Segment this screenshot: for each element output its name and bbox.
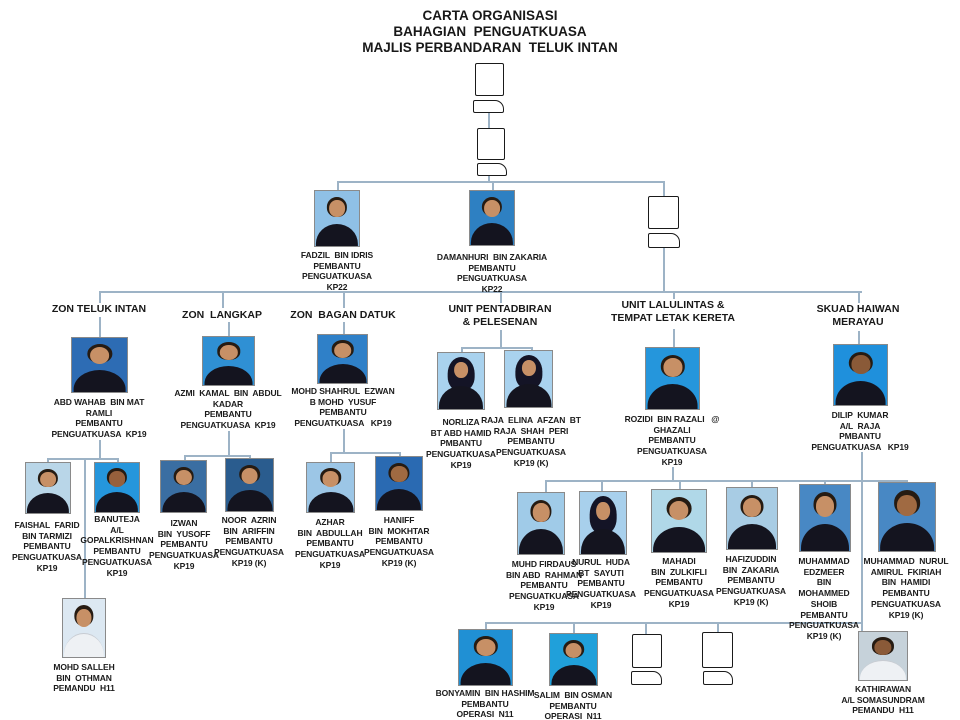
person-label-line: PEMBANTU	[204, 409, 252, 420]
person-label-line: GOPALKRISHNAN	[80, 535, 154, 546]
person-label-line: PEMBANTU	[319, 407, 367, 418]
person-label-line: ABD WAHAB BIN MAT	[53, 397, 145, 407]
zone-label-line: SKUAD HAIWAN	[816, 303, 900, 315]
person-label-line: PENGUATKUASA	[295, 549, 365, 560]
person-label-line: PENGUATKUASA	[12, 552, 82, 563]
photo-noor-azrin-bin-ariffin	[225, 458, 274, 512]
vacant-tag-3	[648, 233, 680, 248]
face-silhouette	[391, 466, 408, 482]
person-label-line: PEMBANTU	[549, 700, 597, 711]
person-label-line: PENGUATKUASA	[149, 550, 219, 561]
vacant-tag-2	[477, 163, 507, 176]
body-silhouette	[471, 223, 513, 246]
zone-label-line: ZON BAGAN DATUK	[290, 309, 396, 321]
person-label-line: PEMBANTU	[507, 436, 555, 447]
connector-line	[545, 480, 906, 482]
person-label-line: MOHD SHAHRUL EZWAN	[291, 386, 395, 396]
person-label-line: PENGUATKUASA KP19	[51, 429, 147, 440]
person-label-line: KP22	[481, 284, 503, 295]
person-label-line: PENGUATKUASA	[426, 449, 496, 460]
body-silhouette	[96, 492, 138, 513]
person-label-line: RAJA SHAH PERI	[493, 425, 569, 436]
person-label-line: GHAZALI	[653, 424, 691, 435]
person-label-line: B MOHD YUSUF	[309, 396, 377, 407]
person-label-line: PEMBANTU	[225, 536, 273, 547]
zone-label-zon-bagan-datuk	[263, 309, 423, 322]
person-label-line: PEMBANTU	[313, 260, 361, 271]
person-label-line: KP19	[36, 562, 58, 573]
zone-label-unit-pentadbiran-pelesenan	[420, 303, 580, 329]
person-label-line: PENGUATKUASA	[871, 598, 941, 609]
connector-line	[47, 458, 117, 460]
body-silhouette	[73, 370, 126, 393]
person-label-line: BIN ARIFFIN	[223, 525, 275, 536]
face-silhouette	[596, 502, 610, 520]
person-label-line: PENGUATKUASA	[644, 588, 714, 599]
photo-faishal-farid-bin-tarmizi	[25, 462, 71, 514]
vacant-photo-4	[632, 634, 662, 668]
person-label-line: PEMBANTU	[520, 580, 568, 591]
connector-line	[858, 291, 860, 303]
face-silhouette	[76, 609, 91, 627]
label-raja-elina-afzan-bt-raja-shah-peri	[471, 415, 591, 469]
person-label-line: BIN	[816, 577, 832, 588]
person-label-line: BIN ABDULLAH	[297, 527, 363, 538]
person-label-line: NOOR AZRIN	[221, 515, 277, 525]
photo-hafizuddin-bin-zakaria	[726, 487, 778, 550]
connector-line	[672, 467, 674, 480]
body-silhouette	[162, 492, 205, 513]
chart-title-line1: CARTA ORGANISASI	[422, 8, 558, 23]
body-silhouette	[880, 523, 934, 552]
person-label-line: PEMBANTU	[468, 262, 516, 273]
photo-izwan-bin-yusoff	[160, 460, 207, 513]
face-silhouette	[484, 200, 500, 217]
face-silhouette	[322, 471, 339, 486]
person-label-line: AZHAR	[315, 517, 345, 527]
zone-label-line: & PELESENAN	[462, 316, 538, 328]
face-silhouette	[897, 495, 917, 516]
person-label-line: BANUTEJA	[94, 514, 140, 524]
person-label-line: PEMBANTU	[306, 538, 354, 549]
person-label-line: KP19	[668, 598, 690, 609]
photo-muhammad-nurul-amirul-fkiriah-bin-hamidi	[878, 482, 936, 552]
body-silhouette	[227, 490, 272, 512]
connector-line	[751, 480, 753, 487]
connector-line	[492, 182, 494, 190]
label-salim-bin-osman	[513, 690, 633, 720]
person-label-line: AMIRUL FKIRIAH	[870, 566, 942, 577]
body-silhouette	[835, 381, 886, 406]
connector-line	[343, 429, 345, 452]
person-label-line: DAMANHURI BIN ZAKARIA	[436, 252, 548, 262]
connector-line	[461, 347, 531, 349]
person-label-line: NORLIZA	[442, 417, 480, 427]
connector-line	[679, 480, 681, 489]
photo-damanhuri-bin-zakaria	[469, 190, 515, 246]
person-label-line: PENGUATKUASA	[364, 547, 434, 558]
photo-abd-wahab-bin-mat-ramli	[71, 337, 128, 393]
photo-nurul-huda-bt-sayuti	[579, 491, 627, 555]
person-label-line: PENGUATKUASA KP19	[811, 442, 909, 453]
person-label-line: KP19 (K)	[381, 557, 417, 568]
body-silhouette	[308, 492, 353, 513]
body-silhouette	[860, 660, 906, 681]
photo-mohd-shahrul-ezwan-b-mohd-yusuf	[317, 334, 368, 384]
body-silhouette	[439, 386, 483, 410]
body-silhouette	[460, 663, 511, 686]
vacant-photo-2	[477, 128, 505, 160]
face-silhouette	[565, 643, 582, 659]
person-label-line: BT ABD HAMID	[430, 427, 492, 438]
zone-label-skuad-haiwan-merayau	[778, 303, 938, 329]
person-label-line: KP19 (K)	[806, 630, 842, 641]
person-label-line: ROZIDI BIN RAZALI @	[624, 414, 720, 424]
photo-azhar-bin-abdullah	[306, 462, 355, 513]
photo-salim-bin-osman	[549, 633, 598, 686]
photo-mahadi-bin-zulkifli	[651, 489, 707, 553]
body-silhouette	[581, 529, 625, 555]
photo-muhd-firdaus-bin-abd-rahman	[517, 492, 565, 555]
person-label-line: PENGUATKUASA	[457, 273, 527, 284]
person-label-line: BIN ZULKIFLI	[651, 566, 707, 577]
person-label-line: KP19 (K)	[231, 557, 267, 568]
label-mohd-salleh-bin-othman	[29, 662, 139, 694]
photo-muhammad-edzmeer-bin-mohammed-shoib	[799, 484, 851, 552]
person-label-line: PEMBANTU	[160, 539, 208, 550]
person-label-line: PENGUATKUASA KP19	[294, 418, 392, 429]
zone-label-line: UNIT LALULINTAS &	[621, 299, 725, 311]
label-mohd-shahrul-ezwan-b-mohd-yusuf	[278, 386, 408, 429]
connector-line	[184, 455, 249, 457]
vacant-tag-1	[473, 100, 504, 113]
person-label-line: OPERASI N11	[456, 709, 514, 720]
photo-rozidi-bin-razali-ghazali	[645, 347, 700, 410]
face-silhouette	[219, 345, 237, 360]
body-silhouette	[64, 633, 104, 658]
person-label-line: PENGUATKUASA	[637, 446, 707, 457]
face-silhouette	[874, 640, 891, 655]
body-silhouette	[377, 489, 421, 511]
person-label-line: KP19 (K)	[733, 596, 769, 607]
person-label-line: BIN ZAKARIA	[722, 564, 780, 575]
photo-dilip-kumar-al-raja	[833, 344, 888, 406]
person-label-line: KP19	[319, 559, 341, 570]
person-label-line: BIN MOKHTAR	[368, 525, 430, 536]
vacant-photo-1	[475, 63, 504, 96]
chart-title-line3: MAJLIS PERBANDARAN TELUK INTAN	[362, 40, 618, 55]
label-muhammad-nurul-amirul-fkiriah-bin-hamidi	[847, 556, 960, 620]
connector-line	[99, 317, 101, 337]
label-rozidi-bin-razali-ghazali	[610, 414, 734, 468]
connector-line	[663, 181, 665, 196]
chart-title-line2: BAHAGIAN PENGUATKUASA	[393, 24, 587, 39]
person-label-line: MUHD FIRDAUS	[511, 559, 577, 569]
person-label-line: BIN TARMIZI	[22, 530, 72, 541]
vacant-photo-5	[702, 632, 733, 668]
person-label-line: MOHD SALLEH	[53, 662, 115, 672]
label-fadzil-bin-idris	[281, 250, 393, 293]
connector-line	[500, 330, 502, 347]
connector-line	[228, 431, 230, 455]
person-label-line: A/L	[110, 524, 124, 535]
person-label-line: PMBANTU	[440, 438, 482, 449]
face-silhouette	[329, 200, 345, 217]
face-silhouette	[454, 362, 468, 378]
person-label-line: PENGUATKUASA KP19	[180, 420, 276, 431]
photo-norliza-bt-abd-hamid	[437, 352, 485, 410]
photo-haniff-bin-mokhtar	[375, 456, 423, 511]
zone-label-unit-lalulintas-tempat-letak-kereta	[593, 299, 753, 325]
face-silhouette	[175, 470, 191, 486]
connector-line	[337, 181, 664, 183]
body-silhouette	[506, 384, 551, 408]
person-label-line: PEMBANTU	[23, 541, 71, 552]
photo-banuteja-al-gopalkrishnan	[94, 462, 140, 513]
connector-line	[343, 291, 345, 308]
person-label-line: IZWAN	[170, 518, 198, 528]
face-silhouette	[109, 471, 125, 486]
face-silhouette	[90, 347, 110, 364]
person-label-line: PEMBANTU	[93, 546, 141, 557]
body-silhouette	[316, 224, 358, 247]
connector-line	[228, 322, 230, 336]
person-label-line: KP19 (K)	[513, 457, 549, 468]
chart-title	[290, 8, 690, 56]
vacant-tag-5	[703, 671, 733, 685]
connector-line	[337, 182, 339, 190]
label-abd-wahab-bin-mat-ramli	[34, 397, 164, 440]
person-label-line: MUHAMMAD	[798, 556, 850, 566]
connector-line	[99, 291, 101, 303]
person-label-line: A/L SOMASUNDRAM	[841, 694, 925, 705]
person-label-line: A/L RAJA	[839, 420, 881, 431]
person-label-line: KP19	[661, 456, 683, 467]
face-silhouette	[851, 355, 870, 374]
person-label-line: PEMBANTU	[75, 418, 123, 429]
person-label-line: MOHAMMED	[798, 588, 850, 599]
person-label-line: PENGUATKUASA	[496, 447, 566, 458]
face-silhouette	[743, 498, 761, 517]
connector-line	[673, 329, 675, 347]
person-label-line: AZMI KAMAL BIN ABDUL	[174, 388, 282, 398]
person-label-line: BIN ABD RAHMAN	[505, 569, 583, 580]
person-label-line: EDZMEER	[803, 566, 845, 577]
body-silhouette	[653, 527, 705, 553]
person-label-line: BIN HAMIDI	[881, 577, 931, 588]
body-silhouette	[647, 384, 698, 410]
face-silhouette	[334, 343, 352, 358]
zone-label-line: ZON LANGKAP	[182, 309, 262, 321]
person-label-line: HAFIZUDDIN	[725, 554, 777, 564]
person-label-line: KP19	[106, 567, 128, 578]
photo-bonyamin-bin-hashim	[458, 629, 513, 686]
person-label-line: PEMBANTU	[461, 698, 509, 709]
person-label-line: RAJA ELINA AFZAN BT	[481, 415, 581, 425]
person-label-line: KP19	[173, 560, 195, 571]
person-label-line: KP19	[590, 599, 612, 610]
person-label-line: SALIM BIN OSMAN	[533, 690, 613, 700]
person-label-line: DILIP KUMAR	[831, 410, 889, 420]
person-label-line: KP19	[533, 601, 555, 612]
person-label-line: PMBANTU	[839, 431, 881, 442]
body-silhouette	[204, 366, 253, 386]
body-silhouette	[27, 493, 69, 514]
vacant-tag-4	[631, 671, 662, 685]
vacant-photo-3	[648, 196, 679, 229]
face-silhouette	[533, 503, 550, 522]
connector-line	[545, 480, 547, 492]
person-label-line: PEMBANTU	[655, 577, 703, 588]
person-label-line: PENGUATKUASA	[82, 556, 152, 567]
person-label-line: SHOIB	[810, 598, 838, 609]
person-label-line: PENGUATKUASA	[789, 620, 859, 631]
person-label-line: BIN YUSOFF	[157, 528, 211, 539]
photo-azmi-kamal-bin-abdul-kadar	[202, 336, 255, 386]
connector-line	[488, 112, 490, 128]
connector-line	[601, 480, 603, 491]
person-label-line: BT SAYUTI	[578, 567, 624, 578]
face-silhouette	[476, 639, 495, 656]
body-silhouette	[728, 524, 776, 550]
person-label-line: PEMBANTU	[375, 536, 423, 547]
person-label-line: PENGUATKUASA	[214, 547, 284, 558]
person-label-line: PEMBANTU	[648, 435, 696, 446]
body-silhouette	[319, 364, 366, 384]
photo-raja-elina-afzan-bt-raja-shah-peri	[504, 350, 553, 408]
person-label-line: BIN OTHMAN	[56, 672, 112, 683]
person-label-line: PEMBANTU	[577, 578, 625, 589]
person-label-line: FADZIL BIN IDRIS	[300, 250, 374, 260]
zone-label-line: MERAYAU	[832, 316, 884, 328]
person-label-line: PENGUATKUASA	[716, 586, 786, 597]
label-haniff-bin-mokhtar	[347, 515, 451, 569]
connector-line	[222, 291, 224, 308]
label-kathirawan-al-somasundram	[821, 684, 945, 716]
connector-line	[330, 452, 399, 454]
person-label-line: PENGUATKUASA	[509, 591, 579, 602]
person-label-line: PENGUATKUASA	[302, 271, 372, 282]
face-silhouette	[40, 472, 56, 488]
connector-line	[99, 440, 101, 458]
label-azmi-kamal-bin-abdul-kadar	[158, 388, 298, 431]
person-label-line: MAHADI	[662, 556, 696, 566]
photo-kathirawan-al-somasundram	[858, 631, 908, 681]
person-label-line: KADAR	[212, 398, 244, 409]
person-label-line: MUHAMMAD NURUL	[863, 556, 949, 566]
person-label-line: FAISHAL FARID	[14, 520, 80, 530]
body-silhouette	[801, 524, 849, 552]
label-damanhuri-bin-zakaria	[417, 252, 567, 295]
person-label-line: OPERASI N11	[544, 711, 602, 720]
face-silhouette	[663, 358, 682, 377]
person-label-line: BONYAMIN BIN HASHIM	[435, 688, 535, 698]
person-label-line: PEMBANTU	[882, 588, 930, 599]
person-label-line: PENGUATKUASA	[566, 589, 636, 600]
person-label-line: PEMBANTU	[800, 609, 848, 620]
photo-mohd-salleh-bin-othman	[62, 598, 106, 658]
person-label-line: PEMANDU H11	[53, 683, 115, 694]
connector-line	[673, 291, 675, 299]
zone-label-line: UNIT PENTADBIRAN	[448, 303, 552, 315]
zone-label-line: ZON TELUK INTAN	[51, 303, 147, 315]
person-label-line: KP19 (K)	[888, 609, 924, 620]
person-label-line: RAMLI	[85, 407, 113, 418]
connector-line	[330, 452, 332, 462]
person-label-line: HANIFF	[383, 515, 415, 525]
person-label-line: KP19	[450, 459, 472, 470]
body-silhouette	[519, 529, 563, 555]
face-silhouette	[241, 468, 258, 484]
person-label-line: PEMANDU H11	[852, 705, 914, 716]
zone-label-line: TEMPAT LETAK KERETA	[610, 312, 736, 324]
person-label-line: PEMBANTU	[727, 575, 775, 586]
connector-line	[858, 331, 860, 344]
photo-fadzil-bin-idris	[314, 190, 360, 247]
person-label-line: NURUL HUDA	[572, 557, 630, 567]
person-label-line: KP22	[326, 282, 348, 293]
connector-line	[663, 248, 665, 291]
connector-line	[343, 322, 345, 334]
body-silhouette	[551, 665, 596, 686]
person-label-line: KATHIRAWAN	[855, 684, 911, 694]
label-dilip-kumar-al-raja	[792, 410, 928, 453]
